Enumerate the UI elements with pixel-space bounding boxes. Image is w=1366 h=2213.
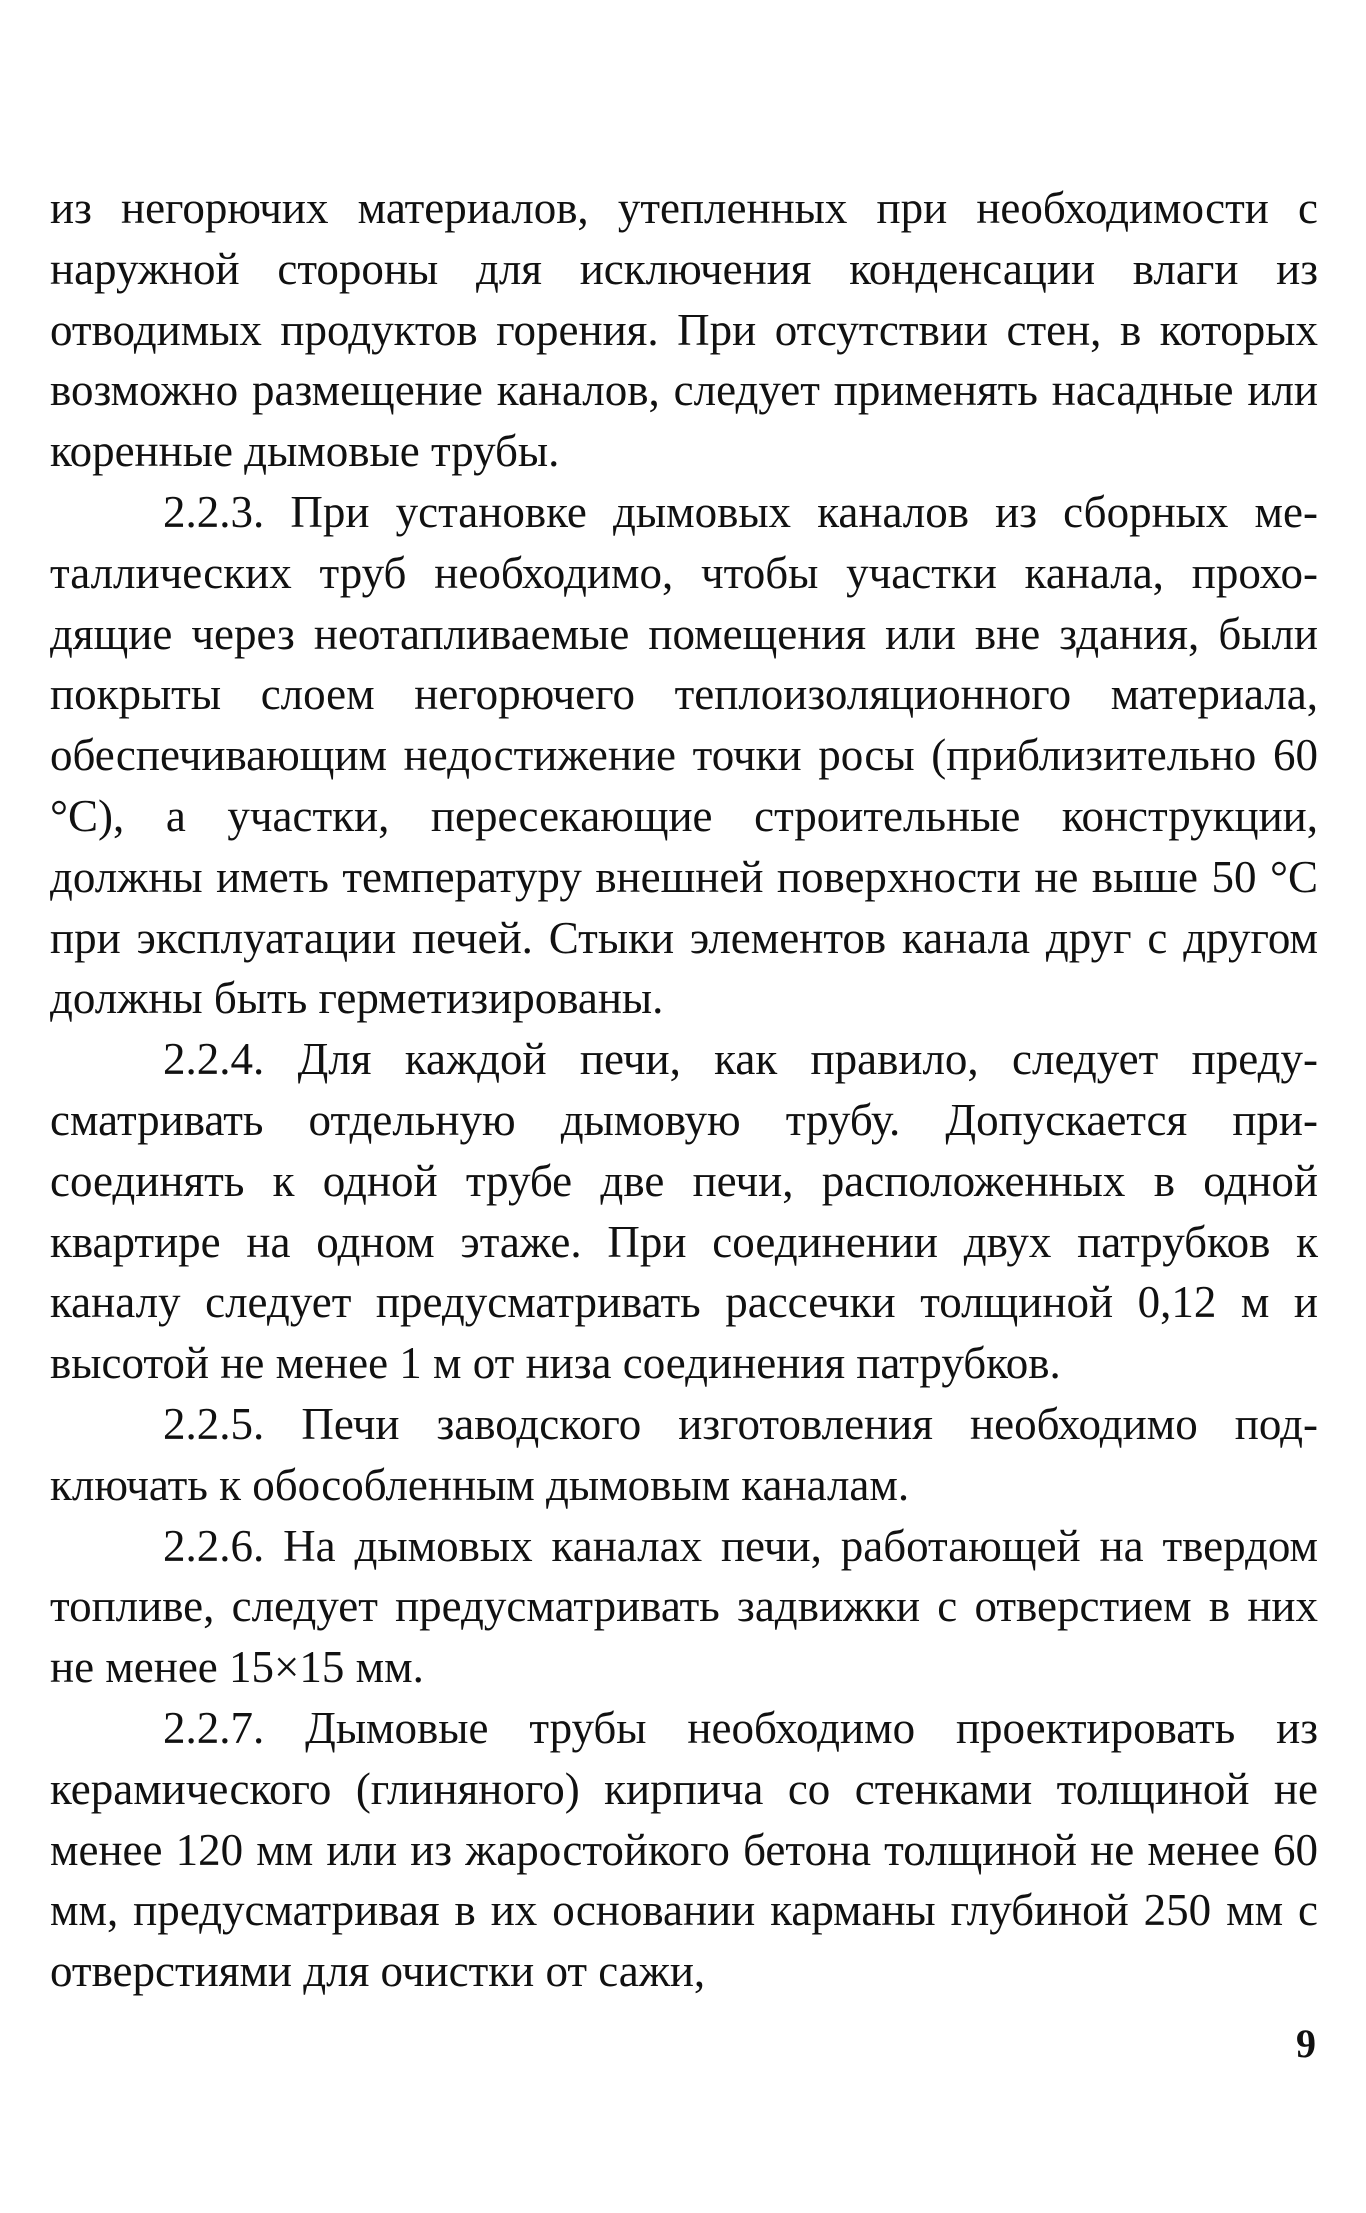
paragraph-2-2-5: 2.2.5. Печи заводского изготовления необходимо подключать к обособленным дымовым каналам. (50, 1398, 1318, 1510)
paragraph-2-2-7: 2.2.7. Дымовые трубы необходимо проектировать из керамического (глиняного) кирпича со стенками толщиной не менее 120 мм или из жаростойкого бетона толщиной не менее 60 мм, предусматривая в их основании карманы глубиной 250 мм с отверстиями для очистки от сажи, (50, 1702, 1318, 1997)
paragraph-continuation: из негорючих материалов, утепленных при необходимости с наружной стороны для исключения конденсации влаги из отводимых продуктов горения. При отсутствии стен, в которых возможно размещение каналов, следует применять насадные или коренные дымовые трубы. (50, 183, 1318, 477)
paragraph-2-2-4: 2.2.4. Для каждой печи, как правило, следует предусматривать отдельную дымовую трубу. Допускается присоединять к одной трубе две печи, расположенных в одной квартире на одном этаже. При соединении двух патрубков к каналу следует предусматривать рассечки толщиной 0,12 м и высотой не менее 1 м от низа соединения патрубков. (50, 1034, 1318, 1389)
paragraph-2-2-6: 2.2.6. На дымовых каналах печи, работающей на твердом топливе, следует предусматривать задвижки с отверстием в них не менее 15×15 мм. (50, 1520, 1318, 1693)
paragraph-2-2-3: 2.2.3. При установке дымовых каналов из сборных металлических труб необходимо, чтобы участки канала, проходящие через неотапливаемые помещения или вне здания, были покрыты слоем негорючего теплоизоляционного материала, обеспечивающим недостижение точки росы (приблизительно 60 °С), а участки, пересекающие строительные конструкции, должны иметь температуру внешней поверхности не выше 50 °С при эксплуатации печей. Стыки элементов канала друг с другом должны быть герметизированы. (50, 486, 1318, 1024)
body-text (50, 178, 1318, 2002)
page-number: 9 (1296, 2021, 1316, 2066)
